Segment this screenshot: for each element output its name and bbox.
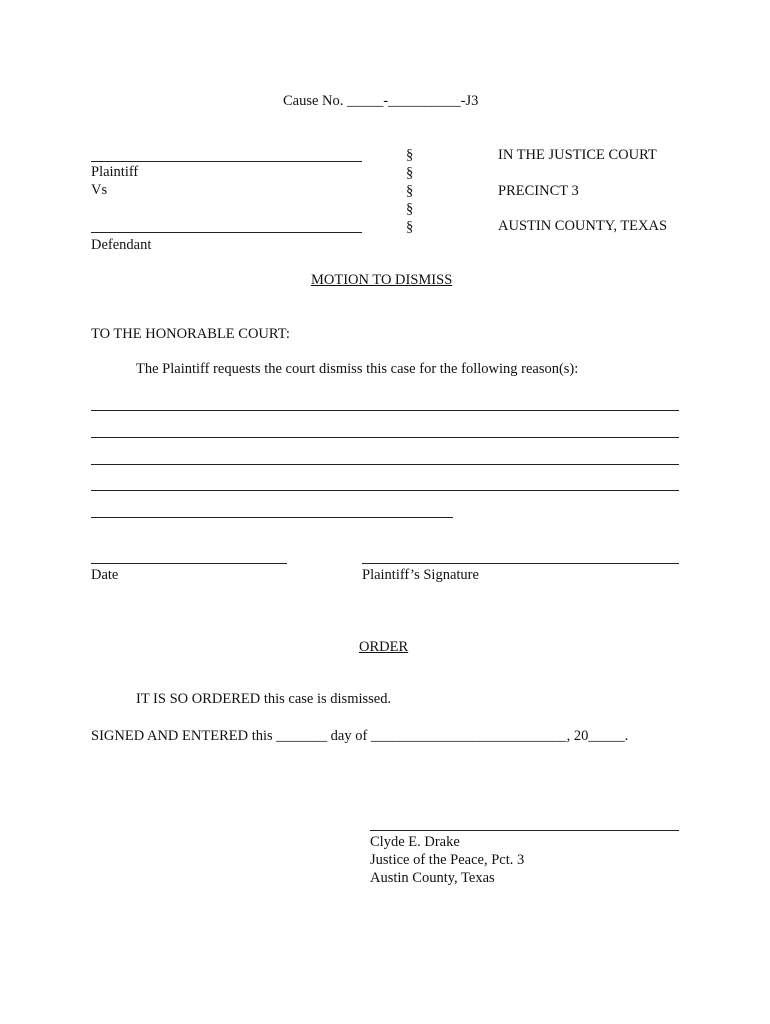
salutation: TO THE HONORABLE COURT: — [91, 326, 290, 342]
cause-number: Cause No. _____-__________-J3 — [283, 93, 479, 109]
plaintiff-signature-line[interactable] — [362, 563, 679, 564]
section-symbol: § — [406, 147, 414, 163]
defendant-label: Defendant — [91, 237, 152, 253]
judge-name: Clyde E. Drake — [370, 834, 460, 850]
request-text: The Plaintiff requests the court dismiss this case for the following reason(s): — [136, 361, 579, 377]
plaintiff-label: Plaintiff — [91, 164, 139, 180]
order-title: ORDER — [359, 639, 409, 655]
reason-line[interactable] — [91, 464, 679, 465]
section-symbol: § — [406, 219, 414, 235]
judge-signature-line[interactable] — [370, 830, 679, 831]
reason-line[interactable] — [91, 517, 453, 518]
date-line[interactable] — [91, 563, 287, 564]
reason-line[interactable] — [91, 490, 679, 491]
reason-line[interactable] — [91, 410, 679, 411]
motion-title: MOTION TO DISMISS — [311, 272, 453, 288]
judge-title: Justice of the Peace, Pct. 3 — [370, 852, 525, 868]
ordered-text: IT IS SO ORDERED this case is dismissed. — [136, 691, 392, 707]
plaintiff-signature-label: Plaintiff’s Signature — [362, 567, 479, 583]
signed-entered-line: SIGNED AND ENTERED this _______ day of ___________________________, 20_____. — [91, 728, 629, 744]
defendant-name-line[interactable] — [91, 232, 362, 233]
court-precinct: PRECINCT 3 — [498, 183, 579, 199]
judge-county: Austin County, Texas — [370, 870, 495, 886]
date-label: Date — [91, 567, 119, 583]
court-name: IN THE JUSTICE COURT — [498, 147, 657, 163]
section-symbol: § — [406, 165, 414, 181]
section-symbol: § — [406, 201, 414, 217]
reason-line[interactable] — [91, 437, 679, 438]
section-symbol: § — [406, 183, 414, 199]
court-county: AUSTIN COUNTY, TEXAS — [498, 218, 668, 234]
vs-label: Vs — [91, 182, 108, 198]
plaintiff-name-line[interactable] — [91, 161, 362, 162]
